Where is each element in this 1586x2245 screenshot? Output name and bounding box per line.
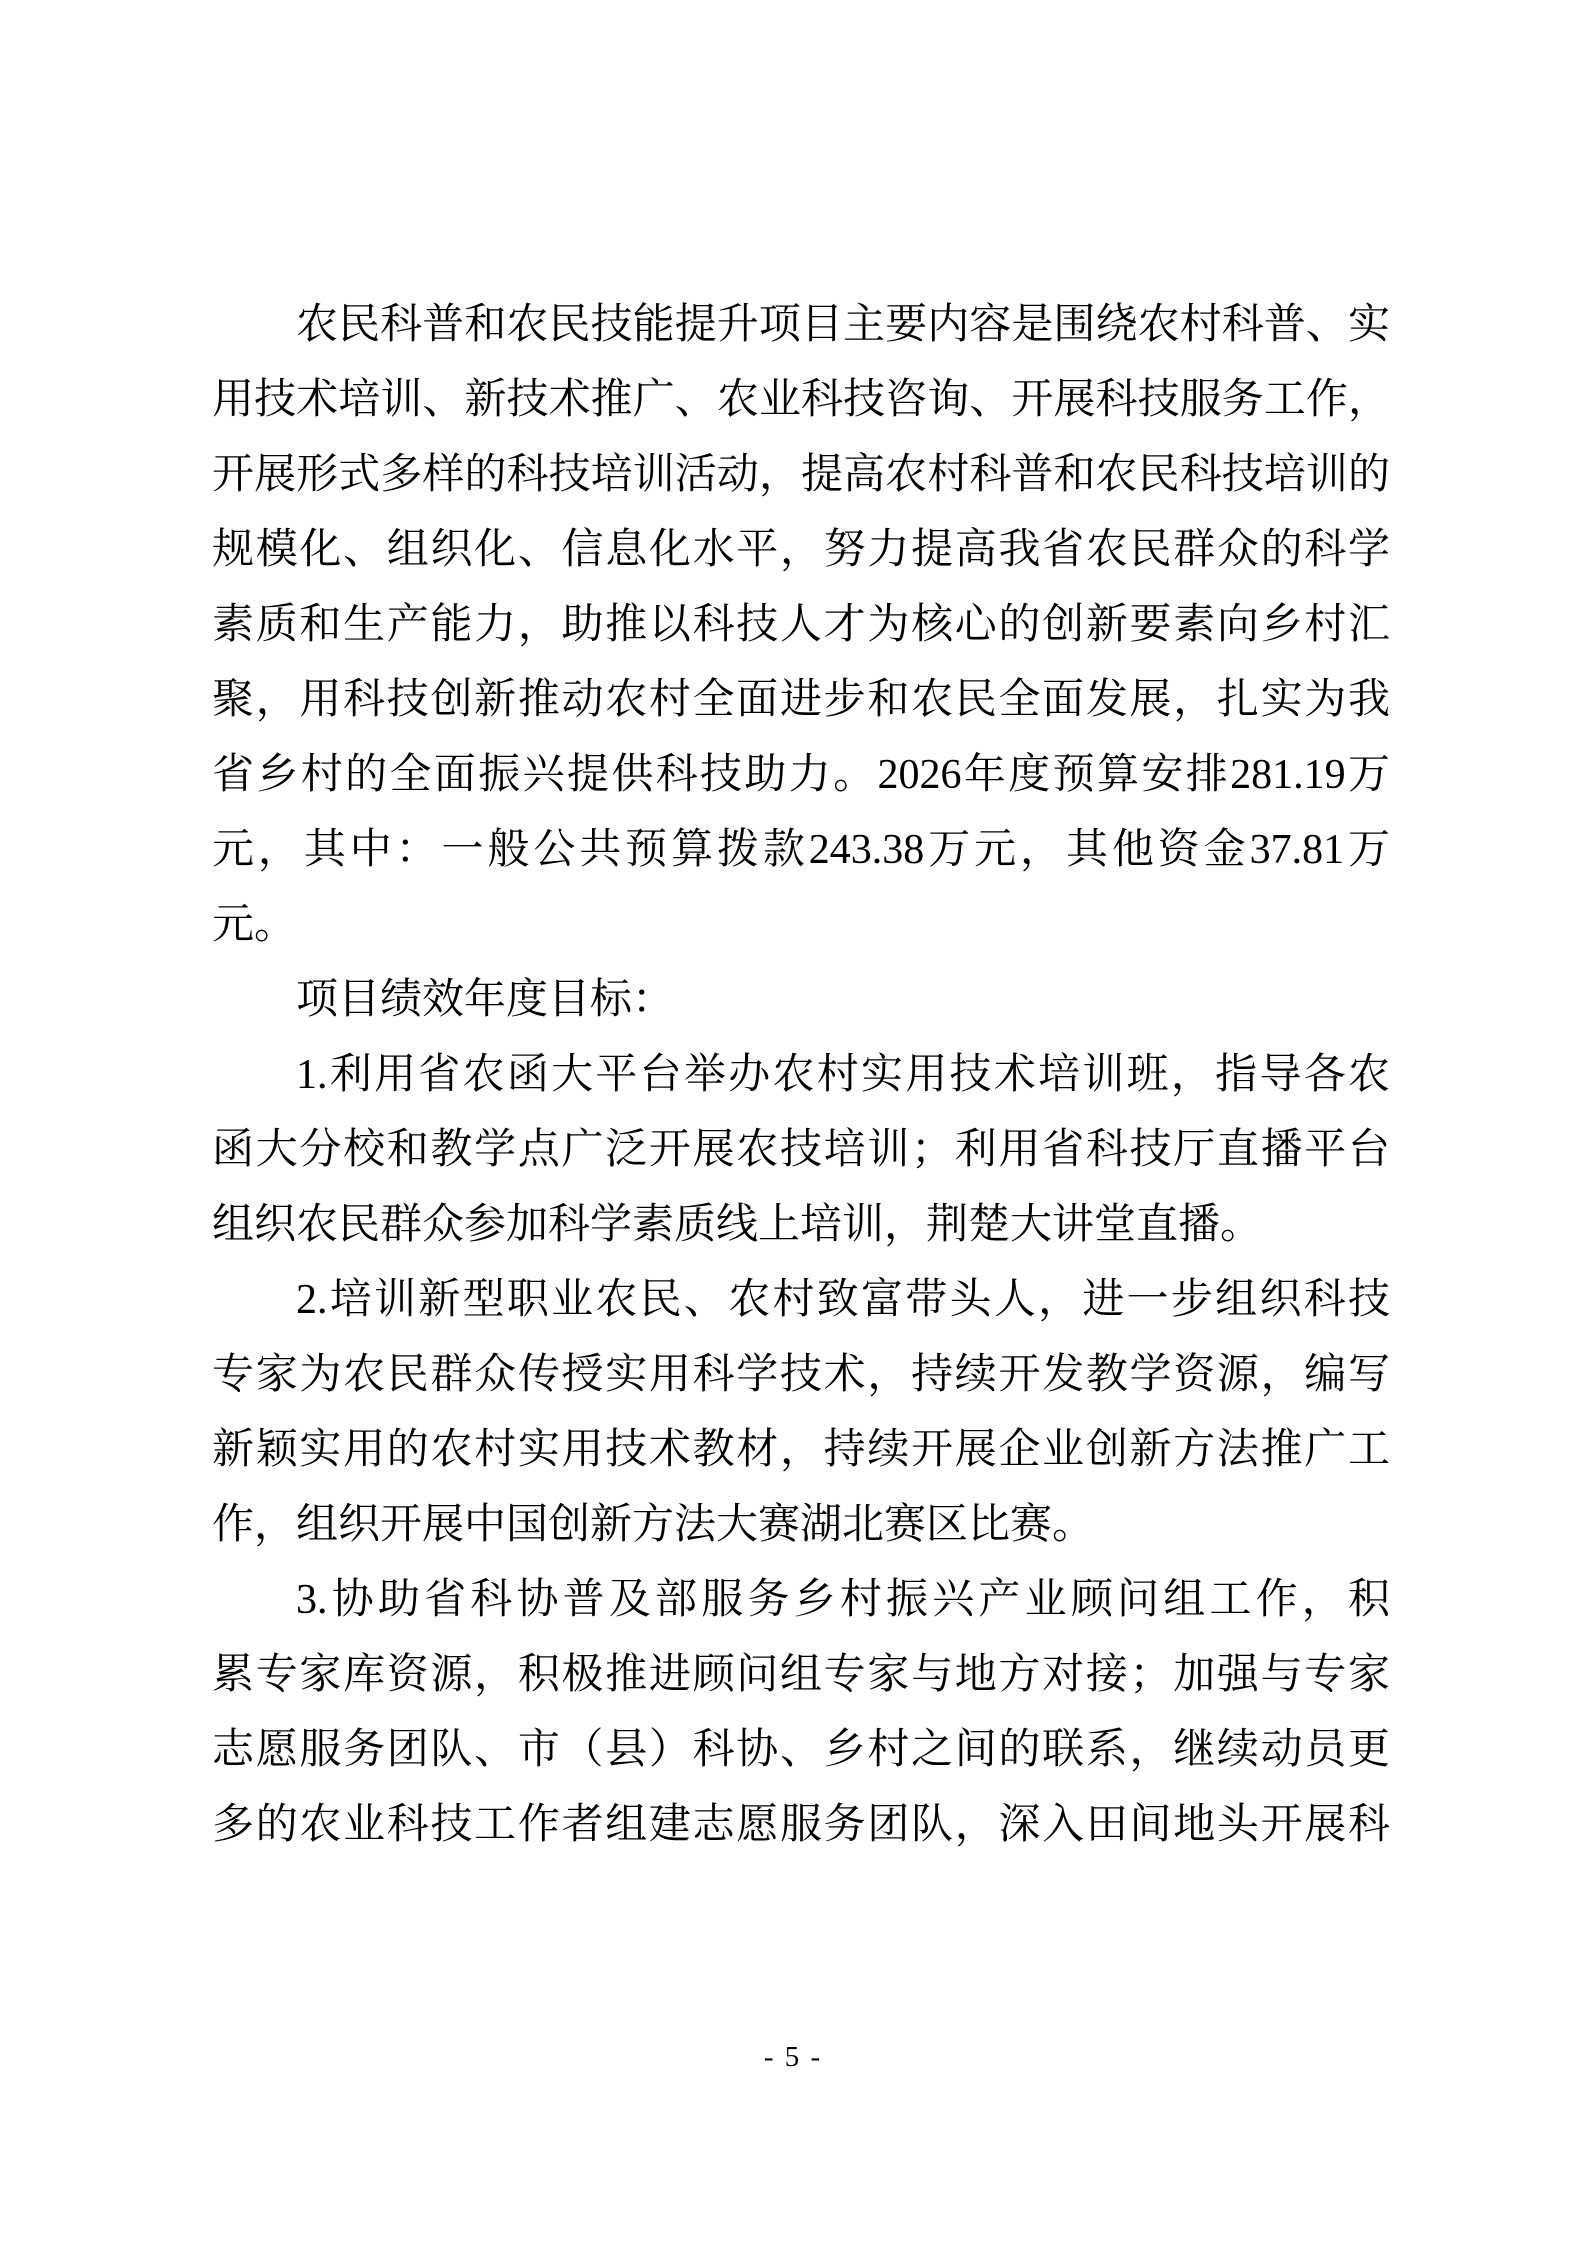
text-line: 用技术培训、新技术推广、农业科技咨询、开展科技服务工作，: [212, 377, 1390, 423]
text-line: 1.利用省农函大平台举办农村实用技术培训班，指导各农: [296, 1052, 1390, 1098]
paragraph-goal-3: [212, 1563, 1390, 1863]
text-line: 规模化、组织化、信息化水平，努力提高我省农民群众的科学: [212, 527, 1390, 573]
text-line: 函大分校和教学点广泛开展农技培训；利用省科技厅直播平台: [212, 1127, 1390, 1173]
text-line: 组织农民群众参加科学素质线上培训，荆楚大讲堂直播。: [212, 1202, 1263, 1248]
text-line: 项目绩效年度目标：: [296, 977, 675, 1023]
text-line: 作，组织开展中国创新方法大赛湖北赛区比赛。: [212, 1502, 1095, 1548]
text-line: 聚，用科技创新推动农村全面进步和农民全面发展，扎实为我: [212, 677, 1390, 723]
paragraph-intro: [212, 288, 1390, 963]
text-line: 省乡村的全面振兴提供科技助力。2026年度预算安排281.19万: [212, 752, 1390, 798]
paragraph-goals-heading: [212, 963, 1390, 1038]
document-body: [212, 288, 1390, 1863]
text-line: 专家为农民群众传授实用科学技术，持续开发教学资源，编写: [212, 1352, 1390, 1398]
text-line: 2.培训新型职业农民、农村致富带头人，进一步组织科技: [296, 1277, 1390, 1323]
paragraph-goal-1: [212, 1038, 1390, 1263]
text-line: 农民科普和农民技能提升项目主要内容是围绕农村科普、实: [296, 302, 1390, 348]
text-line: 3.协助省科协普及部服务乡村振兴产业顾问组工作，积: [296, 1577, 1390, 1623]
paragraph-goal-2: [212, 1263, 1390, 1563]
text-line: 元。: [212, 902, 297, 948]
text-line: 多的农业科技工作者组建志愿服务团队，深入田间地头开展科: [212, 1802, 1390, 1848]
text-line: 开展形式多样的科技培训活动，提高农村科普和农民科技培训的: [212, 452, 1390, 498]
text-line: 志愿服务团队、市（县）科协、乡村之间的联系，继续动员更: [212, 1727, 1390, 1773]
text-line: 元，其中：一般公共预算拨款243.38万元，其他资金37.81万: [212, 827, 1390, 873]
text-line: 素质和生产能力，助推以科技人才为核心的创新要素向乡村汇: [212, 602, 1390, 648]
text-line: 累专家库资源，积极推进顾问组专家与地方对接；加强与专家: [212, 1652, 1390, 1698]
text-line: 新颖实用的农村实用技术教材，持续开展企业创新方法推广工: [212, 1427, 1390, 1473]
page-number: - 5 -: [763, 2041, 823, 2073]
